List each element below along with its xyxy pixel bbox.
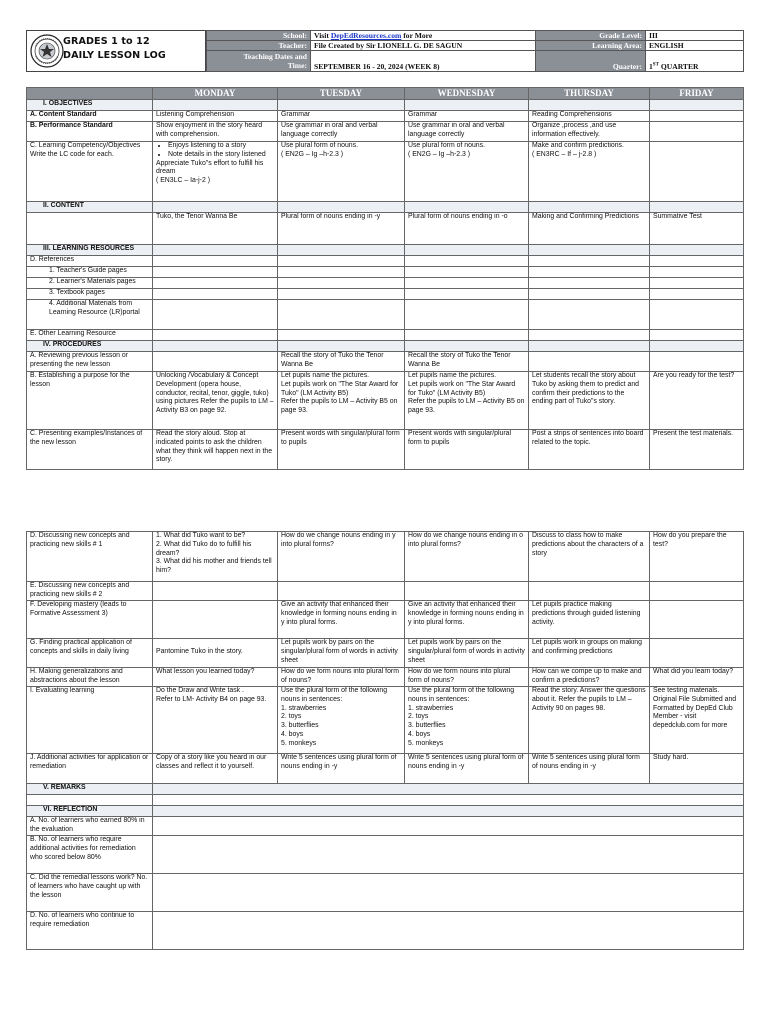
cell-monday	[153, 267, 278, 278]
cell-friday	[650, 372, 744, 430]
cell-thursday	[529, 668, 650, 687]
cell-text: Study hard.	[653, 754, 689, 761]
table1-row	[27, 256, 744, 267]
cell-friday	[650, 142, 744, 202]
cell-wednesday	[405, 256, 529, 267]
cell-friday	[650, 430, 744, 470]
cell-wednesday	[405, 289, 529, 300]
row-label: J. Additional activities for application or remediation	[27, 754, 153, 784]
row-label: A. Content Standard	[27, 111, 153, 122]
cell-text: Grammar	[408, 111, 438, 118]
table2-row	[27, 836, 744, 874]
table2-row	[27, 687, 744, 754]
table1-row	[27, 330, 744, 341]
cell-friday	[650, 245, 744, 256]
table2-row	[27, 806, 744, 817]
cell-monday	[153, 122, 278, 142]
teacher-value: File Created by Sir LIONELL G. DE SAGUN	[311, 41, 536, 51]
cell-tuesday	[278, 532, 405, 582]
cell-wednesday	[405, 341, 529, 352]
cell-text: How do we change nouns ending in o into plural forms?	[408, 532, 523, 548]
row-label	[27, 795, 153, 806]
row-label: III. LEARNING RESOURCES	[27, 245, 153, 256]
cell-wednesday	[405, 202, 529, 213]
cell-friday	[650, 256, 744, 267]
cell-text: Let pupils work by pairs on the singular/plural form of words in activity sheet	[408, 639, 525, 664]
lesson-log-table-part-1	[26, 87, 744, 470]
cell-tuesday	[278, 330, 405, 341]
merged-entry-cell[interactable]	[153, 795, 744, 806]
cell-monday	[153, 245, 278, 256]
row-label: C. Did the remedial lessons work? No. of learners who have caught up with the lesson	[27, 874, 153, 912]
cell-text: Use plural form of nouns. ( EN2G – Ig –h-2.3 )	[408, 142, 485, 158]
table1-row	[27, 341, 744, 352]
cell-text: Tuko, the Tenor Wanna Be	[156, 213, 238, 220]
cell-thursday	[529, 352, 650, 372]
title-line-2: DAILY LESSON LOG	[63, 50, 166, 61]
cell-thursday	[529, 430, 650, 470]
cell-text: Discuss to class how to make predictions about the characters of a story	[532, 532, 644, 557]
cell-text: Present words with singular/plural form to pupils	[281, 430, 400, 446]
cell-text: Use plural form of nouns. ( EN2G – Ig –h-2.3 )	[281, 142, 358, 158]
cell-text: Let pupils name the pictures. Let pupils work on "The Star Award for Tuko" (LM Activity B5) Refer the pupils to LM – Activity B5 on page 93.	[408, 372, 525, 415]
cell-friday	[650, 111, 744, 122]
table2-row	[27, 532, 744, 582]
table2-row	[27, 817, 744, 836]
cell-monday	[153, 352, 278, 372]
row-label: VI. REFLECTION	[27, 806, 153, 817]
table1-row	[27, 111, 744, 122]
cell-thursday	[529, 213, 650, 245]
row-label: A. Reviewing previous lesson or presenting the new lesson	[27, 352, 153, 372]
merged-entry-cell[interactable]	[153, 836, 744, 874]
cell-friday	[650, 213, 744, 245]
teaching-dates-label: Teaching Dates and Time:	[207, 51, 311, 72]
table2-row	[27, 784, 744, 795]
cell-thursday	[529, 100, 650, 111]
info-table	[206, 30, 744, 72]
table1-row	[27, 122, 744, 142]
cell-tuesday	[278, 213, 405, 245]
cell-tuesday	[278, 300, 405, 330]
cell-friday	[650, 601, 744, 639]
row-label: D. References	[27, 256, 153, 267]
objective-bullet: • Enjoys listening to a story	[168, 142, 274, 151]
cell-wednesday	[405, 601, 529, 639]
cell-thursday	[529, 687, 650, 754]
cell-text: Let pupils practice making predictions through guided listening activity.	[532, 601, 641, 626]
cell-wednesday	[405, 754, 529, 784]
cell-friday	[650, 278, 744, 289]
cell-monday	[153, 278, 278, 289]
cell-text: Do the Draw and Write task . Refer to LM- Activity B4 on page 93.	[156, 687, 267, 703]
cell-thursday	[529, 142, 650, 202]
cell-thursday	[529, 754, 650, 784]
cell-thursday	[529, 639, 650, 668]
cell-monday	[153, 256, 278, 267]
cell-wednesday	[405, 278, 529, 289]
objective-note: Appreciate Tuko"s effort to fulfill his dream ( EN3LC – Ia-j-2 )	[156, 159, 264, 185]
cell-wednesday	[405, 639, 529, 668]
objective-bullet: • Note details in the story listened	[168, 151, 274, 160]
cell-tuesday	[278, 267, 405, 278]
table1-row	[27, 142, 744, 202]
row-label: E. Other Learning Resource	[27, 330, 153, 341]
cell-tuesday	[278, 372, 405, 430]
day-header-row	[27, 88, 744, 100]
row-label: E. Discussing new concepts and practicing new skills # 2	[27, 582, 153, 601]
cell-text: Read the story. Answer the questions about it. Refer the pupils to LM – Activity 90 on pages 98.	[532, 687, 646, 712]
day-header-monday: MONDAY	[153, 88, 278, 100]
cell-text: Present words with singular/plural form to pupils	[408, 430, 512, 446]
lesson-log-body-part-1	[27, 100, 744, 470]
cell-text: Recall the story of Tuko the Tenor Wanna Be	[408, 352, 511, 368]
cell-text: Copy of a story like you heard in our classes and reflect it to yourself.	[156, 754, 267, 770]
grade-level-label: Grade Level:	[536, 31, 646, 41]
deped-seal-icon	[30, 34, 64, 68]
cell-text: How can we compe up to make and confirm a predictions?	[532, 668, 642, 684]
table1-row	[27, 100, 744, 111]
cell-wednesday	[405, 372, 529, 430]
cell-text: How do we form nouns into plural form of nouns?	[408, 668, 511, 684]
cell-text: Pantomine Tuko in the story.	[156, 647, 243, 655]
cell-monday	[153, 202, 278, 213]
cell-text: Reading Comprehensions	[532, 111, 612, 118]
row-label: 4. Additional Materials from Learning Resource (LR)portal	[27, 300, 153, 330]
cell-monday	[153, 601, 278, 639]
cell-wednesday	[405, 245, 529, 256]
cell-friday	[650, 330, 744, 341]
cell-wednesday	[405, 142, 529, 202]
table1-row	[27, 267, 744, 278]
cell-friday	[650, 289, 744, 300]
grade-level-value: III	[646, 31, 744, 41]
teacher-label: Teacher:	[207, 41, 311, 51]
cell-friday	[650, 202, 744, 213]
cell-friday	[650, 341, 744, 352]
cell-text: How do we form nouns into plural form of nouns?	[281, 668, 399, 684]
cell-thursday	[529, 601, 650, 639]
cell-text: Use the plural form of the following nouns in sentences: 1. strawberries 2. toys 3. butterflies 4. boys 5. monkeys	[281, 687, 388, 747]
cell-text: Are you ready for the test?	[653, 372, 735, 379]
row-label: H. Making generalizations and abstractions about the lesson	[27, 668, 153, 687]
school-value: Visit DepEdResources.com for More	[311, 31, 536, 41]
cell-text: Use the plural form of the following nouns in sentences: 1. strawberries 2. toys 3. butterflies 4. boys 5. monkeys	[408, 687, 515, 747]
cell-text: Let pupils name the pictures. Let pupils work on "The Star Award for Tuko" (LM Activity B5) Refer the pupils to LM – Activity B5 on page 93.	[281, 372, 399, 415]
row-label: 1. Teacher's Guide pages	[27, 267, 153, 278]
cell-thursday	[529, 256, 650, 267]
row-label: 2. Learner's Materials pages	[27, 278, 153, 289]
cell-monday	[153, 754, 278, 784]
cell-text: Unlocking /Vocabulary & Concept Development (opera house, conductor, recital, tenor, giggle, tuko) using pictures Refer the pupils to LM – Activity B3 on page 92.	[156, 372, 274, 415]
table2-row	[27, 639, 744, 668]
cell-monday	[153, 532, 278, 582]
table1-row	[27, 245, 744, 256]
cell-tuesday	[278, 687, 405, 754]
cell-text: Listening Comprehension	[156, 111, 235, 118]
lesson-log-header	[26, 30, 743, 72]
cell-tuesday	[278, 245, 405, 256]
table1-row	[27, 372, 744, 430]
cell-thursday	[529, 245, 650, 256]
cell-text: Making and Confirming Predictions	[532, 213, 639, 220]
cell-text: Write 5 sentences using plural form of nouns ending in -y	[281, 754, 397, 770]
cell-thursday	[529, 278, 650, 289]
row-label: IV. PROCEDURES	[27, 341, 153, 352]
cell-monday	[153, 111, 278, 122]
cell-tuesday	[278, 639, 405, 668]
cell-tuesday	[278, 582, 405, 601]
day-header-thursday: THURSDAY	[529, 88, 650, 100]
row-label: C. Presenting examples/Instances of the new lesson	[27, 430, 153, 470]
row-label	[27, 213, 153, 245]
cell-monday	[153, 582, 278, 601]
cell-monday	[153, 289, 278, 300]
cell-monday	[153, 668, 278, 687]
merged-entry-cell[interactable]	[153, 784, 744, 795]
merged-entry-cell[interactable]	[153, 806, 744, 817]
cell-text: Read the story aloud. Stop at indicated points to ask the children what they think will happen next in the story.	[156, 430, 273, 464]
table2-row	[27, 668, 744, 687]
cell-text: How do you prepare the test?	[653, 532, 727, 548]
merged-entry-cell[interactable]	[153, 817, 744, 836]
learning-area-value: ENGLISH	[646, 41, 744, 51]
cell-text: Use grammar in oral and verbal language correctly	[408, 122, 505, 138]
cell-friday	[650, 300, 744, 330]
cell-monday	[153, 639, 278, 668]
day-header-wednesday: WEDNESDAY	[405, 88, 529, 100]
cell-thursday	[529, 372, 650, 430]
cell-monday	[153, 330, 278, 341]
cell-tuesday	[278, 289, 405, 300]
row-label: 3. Textbook pages	[27, 289, 153, 300]
cell-wednesday	[405, 352, 529, 372]
day-header-friday: FRIDAY	[650, 88, 744, 100]
cell-monday	[153, 687, 278, 754]
quarter-value: 1ST QUARTER	[646, 51, 744, 72]
cell-wednesday	[405, 330, 529, 341]
row-label: C. Learning Competency/Objectives Write the LC code for each.	[27, 142, 153, 202]
cell-thursday	[529, 267, 650, 278]
cell-tuesday	[278, 754, 405, 784]
cell-thursday	[529, 300, 650, 330]
table1-row	[27, 278, 744, 289]
cell-text: Write 5 sentences using plural form of nouns ending in -y	[408, 754, 524, 770]
row-label: D. Discussing new concepts and practicing new skills # 1	[27, 532, 153, 582]
table2-row	[27, 754, 744, 784]
cell-text: 1. What did Tuko want to be? 2. What did Tuko do to fulfill his dream? 3. What did his mother and friends tell him?	[156, 532, 272, 575]
cell-friday	[650, 668, 744, 687]
title-line-1: GRADES 1 to 12	[63, 36, 150, 47]
row-label: D. No. of learners who continue to require remediation	[27, 912, 153, 950]
cell-tuesday	[278, 352, 405, 372]
table2-row	[27, 601, 744, 639]
cell-thursday	[529, 532, 650, 582]
cell-text: Show enjoyment in the story heard with comprehension.	[156, 122, 263, 138]
school-label: School:	[207, 31, 311, 41]
cell-friday	[650, 267, 744, 278]
cell-friday	[650, 352, 744, 372]
cell-thursday	[529, 341, 650, 352]
cell-text: Organize ,process ,and use information effectively.	[532, 122, 617, 138]
cell-monday	[153, 372, 278, 430]
row-label: B. No. of learners who require additional activities for remediation who scored below 80%	[27, 836, 153, 874]
cell-text: How do we change nouns ending in y into plural forms?	[281, 532, 396, 548]
table1-row	[27, 352, 744, 372]
cell-monday	[153, 300, 278, 330]
cell-wednesday	[405, 122, 529, 142]
cell-text: Plural form of nouns ending in -y	[281, 213, 381, 220]
row-label: B. Performance Standard	[27, 122, 153, 142]
cell-monday	[153, 430, 278, 470]
cell-monday	[153, 100, 278, 111]
row-label: I. OBJECTIVES	[27, 100, 153, 111]
depedresources-link[interactable]: DepEdResources.com	[330, 31, 402, 40]
cell-thursday	[529, 111, 650, 122]
row-label: F. Developing mastery (leads to Formative Assessment 3)	[27, 601, 153, 639]
merged-entry-cell[interactable]	[153, 912, 744, 950]
table1-row	[27, 202, 744, 213]
cell-tuesday	[278, 341, 405, 352]
cell-friday	[650, 639, 744, 668]
cell-text: Post a strips of sentences into board related to the topic.	[532, 430, 644, 446]
cell-wednesday	[405, 430, 529, 470]
row-label: V. REMARKS	[27, 784, 153, 795]
row-label: G. Finding practical application of concepts and skills in daily living	[27, 639, 153, 668]
cell-text: Let students recall the story about Tuko by asking them to predict and confirm their predictions to the ending part of Tuko"s story.	[532, 372, 639, 406]
cell-wednesday	[405, 100, 529, 111]
cell-wednesday	[405, 582, 529, 601]
cell-thursday	[529, 202, 650, 213]
cell-wednesday	[405, 687, 529, 754]
day-header-tuesday: TUESDAY	[278, 88, 405, 100]
cell-thursday	[529, 582, 650, 601]
row-label: A. No. of learners who earned 80% in the evaluation	[27, 817, 153, 836]
cell-text: Present the test materials.	[653, 430, 734, 437]
cell-text: Let pupils work by pairs on the singular/plural form of words in activity sheet	[281, 639, 398, 664]
cell-text: Plural form of nouns ending in -o	[408, 213, 508, 220]
cell-text: What did you learn today?	[653, 668, 734, 675]
table2-row	[27, 912, 744, 950]
cell-tuesday	[278, 278, 405, 289]
cell-text: Write 5 sentences using plural form of nouns ending in -y	[532, 754, 640, 770]
row-label: B. Establishing a purpose for the lesson	[27, 372, 153, 430]
table1-row	[27, 300, 744, 330]
learning-area-label: Learning Area:	[536, 41, 646, 51]
cell-thursday	[529, 330, 650, 341]
cell-text: Make and confirm predictions. ( EN3RC – If – j-2.8 )	[532, 142, 624, 158]
cell-text: Summative Test	[653, 213, 702, 220]
cell-tuesday	[278, 202, 405, 213]
cell-friday	[650, 687, 744, 754]
cell-text: Let pupils work in groups on making and confirming predictions	[532, 639, 642, 655]
cell-monday	[153, 341, 278, 352]
cell-friday	[650, 122, 744, 142]
cell-friday	[650, 532, 744, 582]
table2-row	[27, 874, 744, 912]
cell-wednesday	[405, 213, 529, 245]
cell-monday	[153, 142, 278, 202]
lesson-log-body-part-2	[27, 532, 744, 950]
teaching-dates-value: SEPTEMBER 16 - 20, 2024 (WEEK 8)	[311, 51, 536, 72]
cell-thursday	[529, 122, 650, 142]
row-label: I. Evaluating learning	[27, 687, 153, 754]
cell-friday	[650, 754, 744, 784]
cell-text: Give an activity that enhanced their knowledge in forming nouns ending in y into plural forms.	[408, 601, 524, 626]
quarter-label: Quarter:	[536, 51, 646, 72]
cell-tuesday	[278, 601, 405, 639]
cell-tuesday	[278, 668, 405, 687]
cell-text: Recall the story of Tuko the Tenor Wanna Be	[281, 352, 384, 368]
objective-bullet-list	[156, 142, 274, 160]
cell-wednesday	[405, 532, 529, 582]
table1-row	[27, 430, 744, 470]
lesson-log-table-part-2	[26, 531, 744, 950]
cell-wednesday	[405, 668, 529, 687]
cell-thursday	[529, 289, 650, 300]
merged-entry-cell[interactable]	[153, 874, 744, 912]
cell-tuesday	[278, 142, 405, 202]
cell-text: Use grammar in oral and verbal language correctly	[281, 122, 378, 138]
cell-tuesday	[278, 256, 405, 267]
cell-text: What lesson you learned today?	[156, 668, 255, 675]
table2-row	[27, 795, 744, 806]
cell-tuesday	[278, 111, 405, 122]
table1-row	[27, 289, 744, 300]
row-label: II. CONTENT	[27, 202, 153, 213]
table2-row	[27, 582, 744, 601]
cell-tuesday	[278, 122, 405, 142]
cell-friday	[650, 100, 744, 111]
cell-friday	[650, 582, 744, 601]
cell-tuesday	[278, 100, 405, 111]
blank-header-cell	[27, 88, 153, 100]
cell-monday	[153, 213, 278, 245]
cell-wednesday	[405, 111, 529, 122]
title-box	[26, 30, 206, 72]
cell-text: Give an activity that enhanced their knowledge in forming nouns ending in y into plural forms.	[281, 601, 397, 626]
cell-text: See testing materials. Original File Submitted and Formatted by DepEd Club Member - visit depedclub.com for more	[653, 687, 737, 730]
cell-wednesday	[405, 300, 529, 330]
cell-wednesday	[405, 267, 529, 278]
cell-tuesday	[278, 430, 405, 470]
cell-text: Grammar	[281, 111, 311, 118]
table1-row	[27, 213, 744, 245]
